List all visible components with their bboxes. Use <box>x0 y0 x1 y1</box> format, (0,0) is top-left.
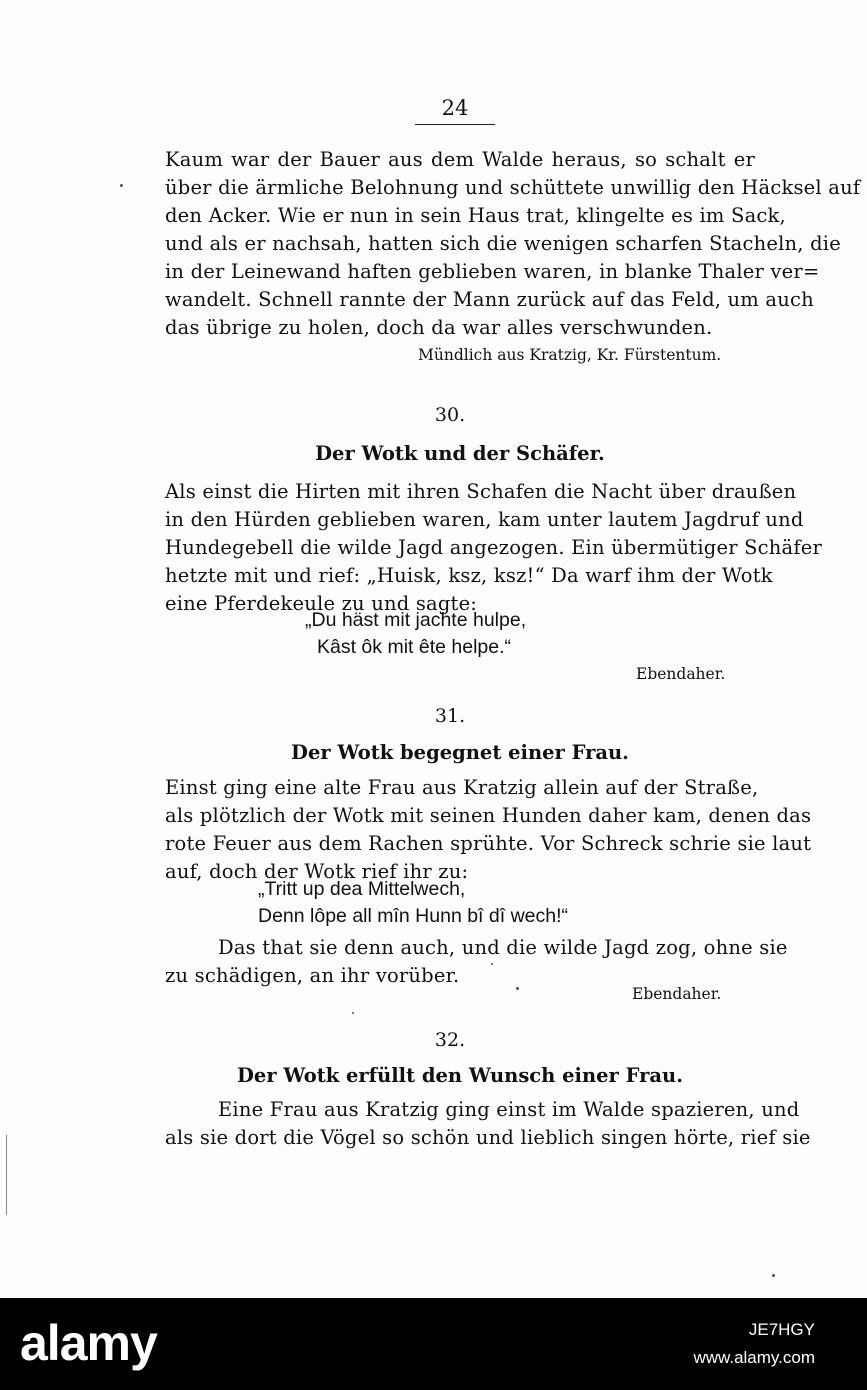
paragraph-line: und als er nachsah, hatten sich die wenigen scharfen Stacheln, die <box>165 232 841 255</box>
verse-line: Denn lôpe all mîn Hunn bî dî wech!“ <box>258 905 569 927</box>
paragraph-line: zu schädigen, an ihr vorüber. <box>165 964 460 987</box>
tale-title: Der Wotk begegnet einer Frau. <box>291 741 629 764</box>
paragraph-line: hetzte mit und rief: „Huisk, ksz, ksz!“ Da warf ihm der Wotk <box>165 564 773 587</box>
verse-line: „Du häst mit jachte hulpe, <box>305 609 527 631</box>
tale-number: 31. <box>434 705 466 727</box>
source-note: Ebendaher. <box>632 985 722 1003</box>
alamy-logo: alamy <box>20 1315 157 1371</box>
website-url: www.alamy.com <box>693 1348 815 1367</box>
image-id: JE7HGY <box>748 1320 815 1339</box>
scan-edge-mark <box>6 1135 7 1215</box>
paragraph-line: Kaum war der Bauer aus dem Walde heraus, so schalt er <box>165 148 755 171</box>
source-note: Ebendaher. <box>636 665 726 683</box>
paragraph-line: Das that sie denn auch, und die wilde Jagd zog, ohne sie <box>218 936 788 959</box>
paragraph-line: als sie dort die Vögel so schön und lieblich singen hörte, rief sie <box>165 1126 811 1149</box>
page-number-rule <box>415 124 495 125</box>
page-number: 24 <box>441 96 469 120</box>
verse-line: „Tritt up dea Mittelwech, <box>258 878 466 900</box>
paragraph-line: über die ärmliche Belohnung und schüttete unwillig den Häcksel auf <box>165 176 861 199</box>
scan-speck <box>772 1274 775 1277</box>
paragraph-line: Hundegebell die wilde Jagd angezogen. Ein übermütiger Schäfer <box>165 536 823 559</box>
paragraph-line: wandelt. Schnell rannte der Mann zurück auf das Feld, um auch <box>165 288 814 311</box>
verse-line: Kâst ôk mit ête helpe.“ <box>317 636 512 658</box>
paragraph-line: Eine Frau aus Kratzig ging einst im Walde spazieren, und <box>218 1098 800 1121</box>
paragraph-line: als plötzlich der Wotk mit seinen Hunden daher kam, denen das <box>165 804 812 827</box>
tale-number: 32. <box>434 1029 466 1051</box>
tale-title: Der Wotk erfüllt den Wunsch einer Frau. <box>237 1064 683 1087</box>
paragraph-line: in der Leinewand haften geblieben waren, in blanke Thaler ver= <box>165 260 820 283</box>
paragraph-line: auf, doch der Wotk rief ihr zu: <box>165 860 469 883</box>
tale-title: Der Wotk und der Schäfer. <box>315 442 605 465</box>
paragraph-line: in den Hürden geblieben waren, kam unter lautem Jagdruf und <box>165 508 804 531</box>
paragraph-line: den Acker. Wie er nun in sein Haus trat, klingelte es im Sack, <box>165 204 786 227</box>
tale-number: 30. <box>434 404 466 426</box>
scan-speck <box>352 1012 354 1014</box>
paragraph-line: Einst ging eine alte Frau aus Kratzig allein auf der Straße, <box>165 776 759 799</box>
watermark-bar <box>0 1298 867 1390</box>
paragraph-line: das übrige zu holen, doch da war alles verschwunden. <box>165 316 713 339</box>
paragraph-line: Als einst die Hirten mit ihren Schafen die Nacht über draußen <box>165 480 797 503</box>
scan-speck <box>491 963 493 965</box>
scan-speck <box>516 987 519 990</box>
scan-speck <box>120 184 123 187</box>
paragraph-line: rote Feuer aus dem Rachen sprühte. Vor Schreck schrie sie laut <box>165 832 812 855</box>
source-note: Mündlich aus Kratzig, Kr. Fürstentum. <box>418 346 722 364</box>
paragraph-line: eine Pferdekeule zu und sagte: <box>165 592 478 615</box>
